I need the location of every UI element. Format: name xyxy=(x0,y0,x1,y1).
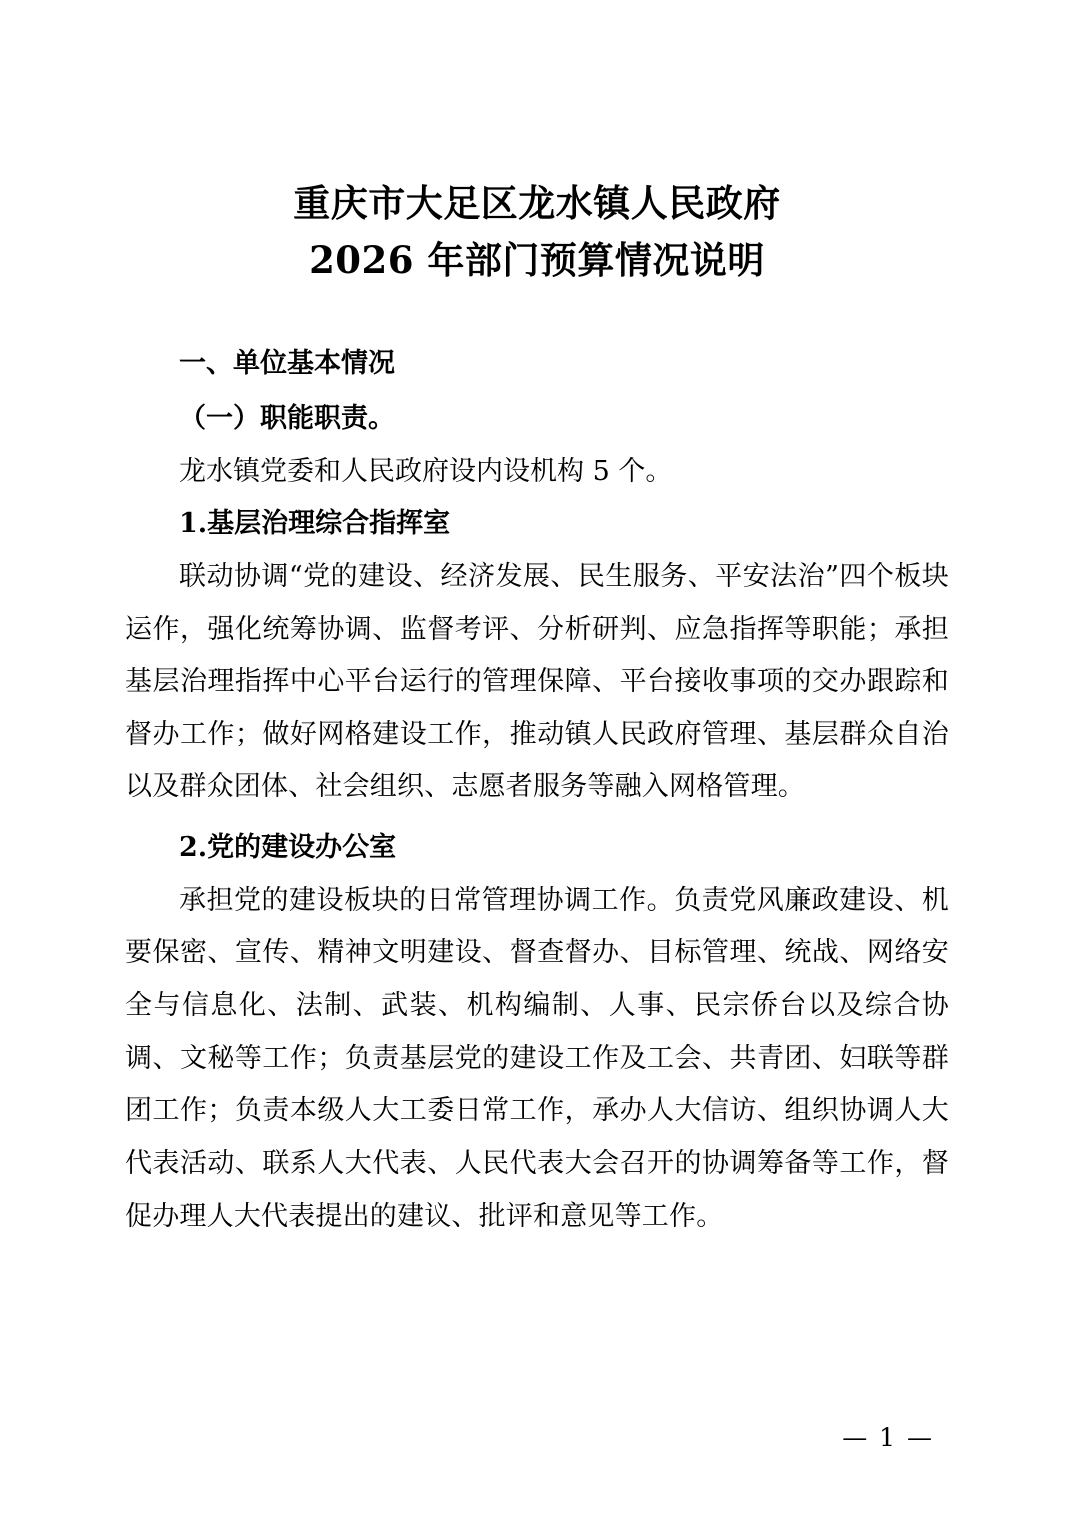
intro-paragraph: 龙水镇党委和人民政府设内设机构 5 个。 xyxy=(179,455,673,487)
page-number xyxy=(0,1423,1074,1452)
spacer xyxy=(125,814,949,822)
page-title-line-1: 重庆市大足区龙水镇人民政府 xyxy=(293,181,781,225)
section-heading-1: 一、单位基本情况 xyxy=(179,347,395,379)
page-title xyxy=(125,175,949,290)
item-body-1: 联动协调“党的建设、经济发展、民生服务、平安法治”四个板块运作，强化统筹协调、监督考评、分析研判、应急指挥等职能；承担基层治理指挥中心平台运行的管理保障、平台接收事项的交办跟踪和督办工作；做好网格建设工作，推动镇人民政府管理、基层群众自治以及群众团体、社会组织、志愿者服务等融入网格管理。 xyxy=(125,560,949,803)
page-title-line-2: 2026 年部门预算情况说明 xyxy=(309,238,765,283)
item-heading-1: 1.基层治理综合指挥室 xyxy=(179,508,451,540)
item-heading-2: 2.党的建设办公室 xyxy=(179,832,397,864)
page-number-text: — 1 — xyxy=(842,1423,934,1452)
subsection-heading-1: （一）职能职责。 xyxy=(179,402,395,434)
item-body-2: 承担党的建设板块的日常管理协调工作。负责党风廉政建设、机要保密、宣传、精神文明建设、督查督办、目标管理、统战、网络安全与信息化、法制、武装、机构编制、人事、民宗侨台以及综合协调、文秘等工作；负责基层党的建设工作及工会、共青团、妇联等群团工作；负责本级人大工委日常工作，承办人大信访、组织协调人大代表活动、联系人大代表、人民代表大会召开的协调筹备等工作，督促办理人大代表提出的建议、批评和意见等工作。 xyxy=(125,884,949,1232)
